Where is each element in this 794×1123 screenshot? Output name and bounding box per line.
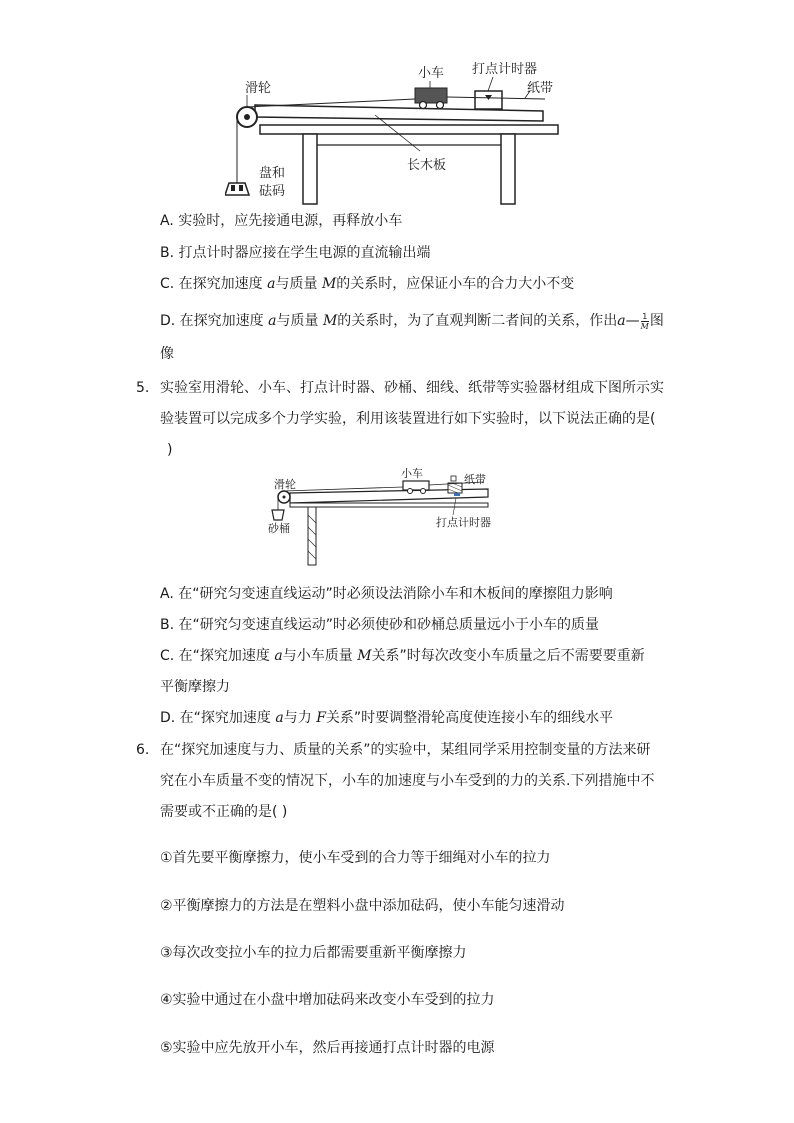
q4-c-text-3: 的关系时，应保证小车的合力大小不变 — [336, 276, 575, 292]
q5-d-text-2: 与力 — [283, 710, 312, 726]
var-a: a — [617, 313, 626, 329]
q4-d-text-1: D. 在探究加速度 — [160, 313, 264, 329]
fraction-1-over-M: $\frac{1}{M}$ — [640, 311, 649, 331]
q6-item-5: ⑤实验中应先放开小车，然后再接通打点计时器的电源 — [160, 1040, 495, 1056]
label-weights-2: 砝码 — [259, 184, 286, 199]
q5-d-text-3: 关系”时要调整滑轮高度使连接小车的细线水平 — [325, 710, 614, 726]
label-cart: 小车 — [401, 467, 423, 480]
q5-option-c — [160, 646, 645, 666]
ticker-timer — [448, 476, 462, 496]
support — [308, 507, 316, 565]
q5-stem-line-1: 实验室用滑轮、小车、打点计时器、砂桶、细线、纸带等实验器材组成下图所示实 — [160, 380, 664, 396]
label-timer: 打点计时器 — [436, 516, 491, 529]
q6-item-1: ①首先要平衡摩擦力，使小车受到的合力等于细绳对小车的拉力 — [160, 850, 551, 866]
var-a: a — [275, 710, 284, 726]
q5-stem-line-2: 验装置可以完成多个力学实验，利用该装置进行如下实验时，以下说法正确的是( — [160, 411, 656, 427]
var-a: a — [268, 313, 277, 329]
label-tape: 纸带 — [527, 81, 554, 96]
q4-d-text-2: 与质量 — [276, 313, 319, 329]
q6-stem-line-2: 究在小车质量不变的情况下，小车的加速度与小车受到的力的关系.下列措施中不 — [160, 773, 655, 789]
q6-item-4: ④实验中通过在小盘中增加砝码来改变小车受到的拉力 — [160, 992, 495, 1008]
q5-option-d — [160, 708, 613, 728]
q5-c-text-2: 与小车质量 — [282, 648, 353, 664]
q4-option-c — [160, 274, 574, 294]
label-pulley: 滑轮 — [245, 81, 272, 96]
q5-c-text-1: C. 在“探究加速度 — [160, 648, 270, 664]
q6-item-2: ②平衡摩擦力的方法是在塑料小盘中添加砝码，使小车能匀速滑动 — [160, 898, 565, 914]
q4-option-a: A. 实验时，应先接通电源，再释放小车 — [160, 213, 403, 229]
label-bucket: 砂桶 — [268, 522, 290, 535]
table-leg — [501, 134, 515, 204]
q5-c-text-3: 关系”时每次改变小车质量之后不需要要重新 — [371, 648, 645, 664]
q4-option-b: B. 打点计时器应接在学生电源的直流输出端 — [160, 245, 431, 261]
q6-item-3: ③每次改变拉小车的拉力后都需要重新平衡摩擦力 — [160, 945, 467, 961]
label-cart: 小车 — [418, 66, 445, 81]
label-weights-1: 盘和 — [259, 166, 286, 181]
q5-stem-line-3: ) — [167, 442, 173, 458]
q6-number: 6. — [136, 742, 150, 758]
label-pulley: 滑轮 — [274, 478, 296, 491]
q4-option-d — [160, 311, 664, 331]
label-tape: 纸带 — [464, 473, 486, 486]
label-timer: 打点计时器 — [472, 62, 538, 77]
weights — [225, 183, 249, 195]
q4-c-text-1: C. 在探究加速度 — [160, 276, 263, 292]
q5-option-b: B. 在“研究匀变速直线运动”时必须使砂和砂桶总质量远小于小车的质量 — [160, 617, 600, 633]
figure-2-apparatus — [268, 465, 498, 570]
var-M: M — [322, 313, 338, 329]
dash: — — [625, 313, 640, 329]
q4-d-text-4: 图 — [649, 313, 664, 329]
var-a: a — [267, 276, 276, 292]
q4-d-text-3: 的关系时，为了直观判断二者间的关系，作出 — [337, 313, 618, 329]
q4-option-d-wrap: 像 — [160, 346, 174, 362]
figure-1-apparatus — [225, 55, 565, 210]
q5-number: 5. — [136, 380, 150, 396]
cart — [415, 88, 447, 109]
q6-stem-line-3: 需要或不正确的是( ) — [160, 804, 288, 820]
q5-option-c-wrap: 平衡摩擦力 — [160, 679, 230, 695]
q5-d-text-1: D. 在“探究加速度 — [160, 710, 271, 726]
table-top — [260, 125, 558, 134]
var-a: a — [274, 648, 283, 664]
label-board: 长木板 — [407, 158, 447, 173]
var-M: M — [357, 648, 372, 664]
var-F: F — [316, 710, 326, 726]
q6-stem-line-1: 在“探究加速度与力、质量的关系”的实验中，某组同学采用控制变量的方法来研 — [160, 742, 651, 758]
q4-c-text-2: 与质量 — [275, 276, 318, 292]
table-leg — [303, 134, 317, 204]
ticker-timer — [475, 91, 502, 109]
var-M: M — [321, 276, 337, 292]
sand-bucket — [272, 510, 284, 520]
q5-option-a: A. 在“研究匀变速直线运动”时必须设法消除小车和木板间的摩擦阻力影响 — [160, 586, 613, 602]
